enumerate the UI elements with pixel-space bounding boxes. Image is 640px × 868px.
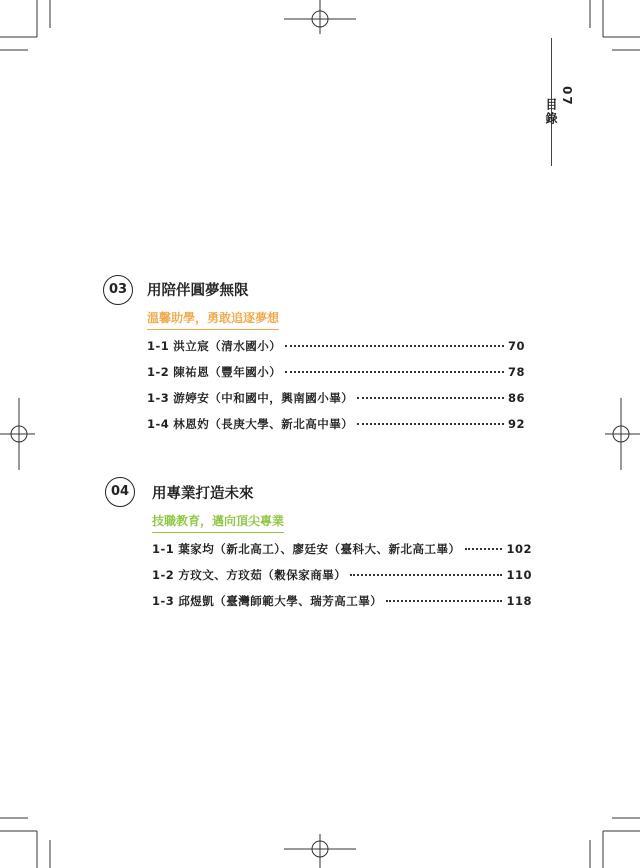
entry-page: 110 (506, 568, 532, 582)
section-number-badge: 04 (105, 477, 135, 507)
dot-leader (350, 574, 502, 576)
entry-page: 86 (507, 391, 525, 405)
entry-page: 78 (507, 365, 525, 379)
toc-entry[interactable] (147, 390, 525, 406)
page-number: 07 (560, 86, 574, 107)
section-title: 用專業打造未來 (152, 486, 254, 502)
entry-page: 102 (506, 542, 532, 556)
dot-leader (285, 371, 504, 373)
toc-entry[interactable] (147, 364, 525, 380)
entry-number: 1-3 (147, 391, 170, 405)
section-title: 用陪伴圓夢無限 (147, 283, 249, 299)
entry-number: 1-1 (152, 542, 175, 556)
entry-title: 方玟文、方玟茹（穀保家商畢） (178, 568, 347, 582)
entry-number: 1-2 (147, 365, 170, 379)
dot-leader (357, 423, 504, 425)
entry-page: 118 (506, 594, 532, 608)
toc-entry[interactable] (152, 541, 532, 557)
dot-leader (285, 345, 504, 347)
entry-title: 林恩妁（長庚大學、新北高中畢） (173, 417, 354, 431)
entry-title: 陳祐恩（豐年國小） (173, 365, 282, 379)
entry-number: 1-1 (147, 339, 170, 353)
entry-number: 1-4 (147, 417, 170, 431)
running-header (544, 86, 574, 126)
section-number-badge: 03 (103, 275, 133, 305)
section-subtitle: 溫馨助學，勇敢追逐夢想 (147, 309, 279, 330)
entry-title: 葉家均（新北高工）、廖廷安（臺科大、新北高工畢） (178, 542, 461, 556)
entry-title: 邱煜凱（臺灣師範大學、瑞芳高工畢） (178, 594, 383, 608)
toc-entry[interactable] (147, 338, 525, 354)
entry-number: 1-3 (152, 594, 175, 608)
toc-entry[interactable] (147, 416, 525, 432)
toc-entry[interactable] (152, 567, 532, 583)
entry-page: 92 (507, 417, 525, 431)
toc-entry[interactable] (152, 593, 532, 609)
dot-leader (357, 397, 504, 399)
entry-page: 70 (507, 339, 525, 353)
entry-number: 1-2 (152, 568, 175, 582)
entry-title: 洪立宸（清水國小） (173, 339, 282, 353)
dot-leader (465, 548, 503, 550)
section-subtitle: 技職教育，邁向頂尖專業 (152, 512, 284, 533)
section-label: 目錄 (544, 98, 558, 126)
entry-title: 游婷安（中和國中，興南國小畢） (173, 391, 354, 405)
dot-leader (386, 600, 502, 602)
